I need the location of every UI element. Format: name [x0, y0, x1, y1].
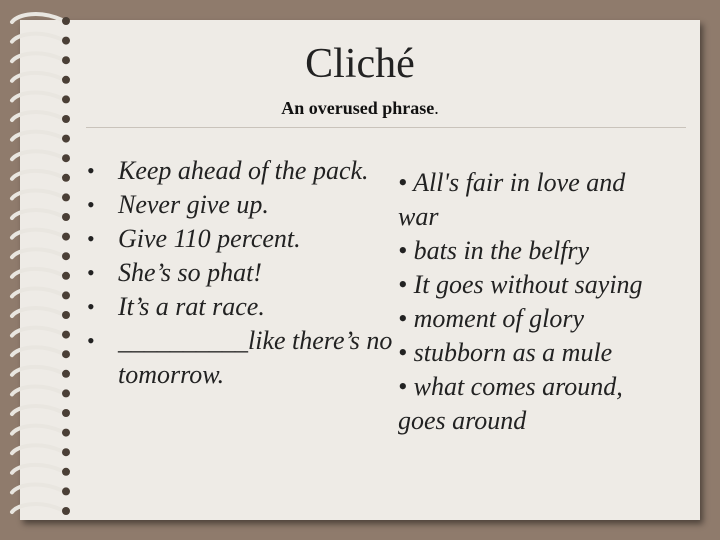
left-bullet-list — [87, 154, 408, 392]
bullet-icon: • — [87, 158, 95, 183]
slide-title: Cliché — [305, 41, 415, 87]
right-list-line: • stubborn as a mule — [398, 338, 613, 367]
right-list-line: war — [398, 202, 439, 231]
list-item — [87, 154, 408, 188]
list-item-text: Never give up. — [118, 190, 269, 219]
divider-line — [86, 127, 686, 128]
list-item-text: Keep ahead of the pack. — [118, 156, 369, 185]
list-item — [87, 188, 408, 222]
list-item-text: It’s a rat race. — [118, 292, 265, 321]
list-item — [87, 324, 408, 392]
right-list-line: • All's fair in love and — [398, 168, 626, 197]
right-list-line: • bats in the belfry — [398, 236, 590, 265]
right-list-line: • It goes without saying — [398, 270, 643, 299]
right-phrase-list — [398, 166, 698, 438]
subtitle-period: . — [434, 98, 439, 118]
slide-subtitle — [0, 98, 720, 119]
right-list-line: goes around — [398, 406, 527, 435]
right-list-line: • what comes around, — [398, 372, 623, 401]
bullet-icon: • — [87, 294, 95, 319]
list-item — [87, 256, 408, 290]
list-item — [87, 222, 408, 256]
bullet-icon: • — [87, 328, 95, 353]
bullet-icon: • — [87, 192, 95, 217]
list-item-text: She’s so phat! — [118, 258, 262, 287]
bullet-icon: • — [87, 260, 95, 285]
list-item — [87, 290, 408, 324]
list-item-text: __________like there’s no tomorrow. — [118, 326, 393, 389]
subtitle-text: An overused phrase — [281, 98, 435, 118]
bullet-icon: • — [87, 226, 95, 251]
right-list-line: • moment of glory — [398, 304, 585, 333]
list-item-text: Give 110 percent. — [118, 224, 301, 253]
